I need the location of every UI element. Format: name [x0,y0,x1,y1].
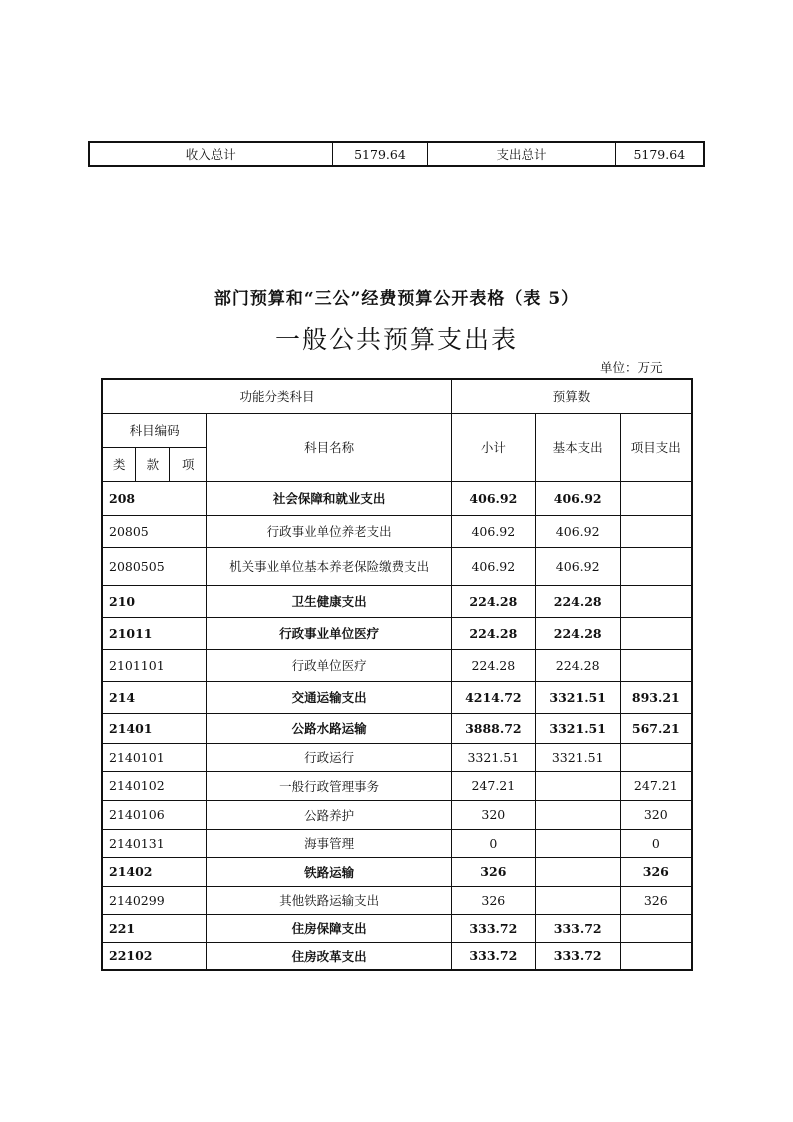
document-title: 部门预算和“三公”经费预算公开表格（表 5） [213,289,580,309]
table-row [102,771,692,800]
subtotal-cell: 406.92 [451,547,535,585]
subject-code-cell: 22102 [102,942,207,970]
subject-code-cell: 2140299 [102,886,207,914]
project-cell [620,547,692,585]
subject-code-cell: 2140101 [102,743,207,771]
basic-cell: 3321.51 [535,713,620,743]
table-row [102,547,692,585]
subtotal-cell: 224.28 [451,617,535,649]
basic-cell [535,771,620,800]
project-cell: 0 [620,829,692,857]
project-cell [620,649,692,681]
project-cell [620,942,692,970]
table-body [102,379,692,970]
expense-total-label: 支出总计 [428,142,615,166]
subject-code-cell: 208 [102,481,207,515]
header-row-1 [102,379,692,413]
subject-name-cell: 行政单位医疗 [207,649,452,681]
budget-expenditure-table [101,378,693,971]
table-row [102,743,692,771]
basic-cell: 406.92 [535,515,620,547]
subject-code-cell: 214 [102,681,207,713]
subject-code-cell: 21011 [102,617,207,649]
basic-cell: 406.92 [535,547,620,585]
basic-cell: 3321.51 [535,681,620,713]
summary-row [89,142,704,166]
subtotal-cell: 326 [451,886,535,914]
subtotal-cell: 406.92 [451,515,535,547]
subject-name-cell: 行政事业单位养老支出 [207,515,452,547]
subtotal-cell: 333.72 [451,914,535,942]
subtotal-cell: 326 [451,857,535,886]
subject-code-cell: 2080505 [102,547,207,585]
subject-name-cell: 卫生健康支出 [207,585,452,617]
table-row [102,649,692,681]
table-row [102,886,692,914]
subject-code-cell: 2140131 [102,829,207,857]
project-cell [620,914,692,942]
subject-code-cell: 2140106 [102,800,207,829]
header-basic: 基本支出 [535,413,620,481]
project-cell: 320 [620,800,692,829]
basic-cell: 224.28 [535,649,620,681]
income-total-value: 5179.64 [332,142,428,166]
subtotal-cell: 4214.72 [451,681,535,713]
basic-cell: 224.28 [535,585,620,617]
subject-name-cell: 其他铁路运输支出 [207,886,452,914]
table-row [102,942,692,970]
subject-name-cell: 行政运行 [207,743,452,771]
basic-cell: 3321.51 [535,743,620,771]
table-row [102,617,692,649]
header-budget-count: 预算数 [451,379,692,413]
subject-name-cell: 住房保障支出 [207,914,452,942]
header-subject-code: 科目编码 [102,413,207,447]
header-func-category: 功能分类科目 [102,379,451,413]
table-row [102,515,692,547]
subtotal-cell: 224.28 [451,585,535,617]
project-cell: 893.21 [620,681,692,713]
unit-label: 单位：万元 [600,360,663,375]
subject-name-cell: 机关事业单位基本养老保险缴费支出 [207,547,452,585]
basic-cell: 224.28 [535,617,620,649]
subject-name-cell: 铁路运输 [207,857,452,886]
header-kuan: 款 [136,447,170,481]
header-project: 项目支出 [620,413,692,481]
table-row [102,713,692,743]
subject-name-cell: 公路水路运输 [207,713,452,743]
subject-name-cell: 一般行政管理事务 [207,771,452,800]
subject-code-cell: 2140102 [102,771,207,800]
basic-cell [535,886,620,914]
header-subject-name: 科目名称 [207,413,452,481]
header-xiang: 项 [170,447,207,481]
summary-table [88,141,705,167]
subject-name-cell: 公路养护 [207,800,452,829]
basic-cell [535,829,620,857]
subject-code-cell: 210 [102,585,207,617]
project-cell [620,481,692,515]
subject-name-cell: 海事管理 [207,829,452,857]
subject-code-cell: 20805 [102,515,207,547]
project-cell [620,617,692,649]
table-row [102,800,692,829]
expense-total-value: 5179.64 [615,142,704,166]
subtotal-cell: 320 [451,800,535,829]
income-total-label: 收入总计 [89,142,332,166]
basic-cell: 406.92 [535,481,620,515]
project-cell [620,515,692,547]
project-cell: 326 [620,886,692,914]
basic-cell [535,857,620,886]
project-cell: 247.21 [620,771,692,800]
header-row-2 [102,413,692,447]
subject-code-cell: 21402 [102,857,207,886]
subtotal-cell: 333.72 [451,942,535,970]
basic-cell: 333.72 [535,942,620,970]
table-row [102,681,692,713]
table-title: 一般公共预算支出表 [274,325,518,354]
subtotal-cell: 3888.72 [451,713,535,743]
subtotal-cell: 406.92 [451,481,535,515]
project-cell [620,585,692,617]
header-lei: 类 [102,447,136,481]
project-cell: 567.21 [620,713,692,743]
subject-name-cell: 行政事业单位医疗 [207,617,452,649]
subject-name-cell: 社会保障和就业支出 [207,481,452,515]
table-row [102,914,692,942]
basic-cell [535,800,620,829]
subtotal-cell: 0 [451,829,535,857]
basic-cell: 333.72 [535,914,620,942]
subject-code-cell: 21401 [102,713,207,743]
subtotal-cell: 3321.51 [451,743,535,771]
header-subtotal: 小计 [451,413,535,481]
subject-code-cell: 221 [102,914,207,942]
subject-code-cell: 2101101 [102,649,207,681]
subject-name-cell: 住房改革支出 [207,942,452,970]
subtotal-cell: 247.21 [451,771,535,800]
subject-name-cell: 交通运输支出 [207,681,452,713]
project-cell [620,743,692,771]
table-row [102,585,692,617]
table-row [102,829,692,857]
subtotal-cell: 224.28 [451,649,535,681]
table-row [102,481,692,515]
project-cell: 326 [620,857,692,886]
table-row [102,857,692,886]
